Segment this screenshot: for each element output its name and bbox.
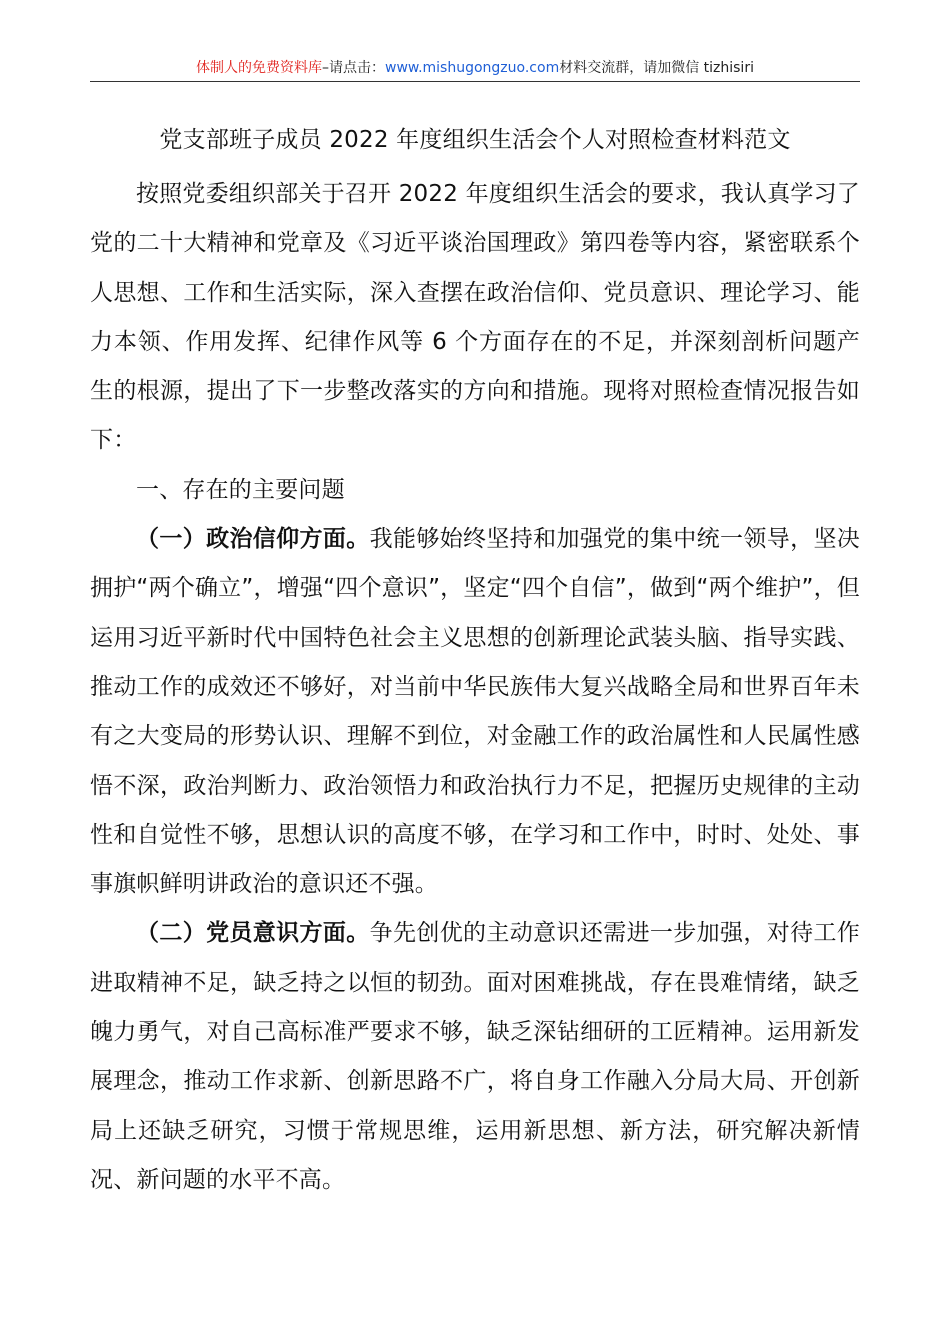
- page-header: [90, 58, 860, 78]
- header-suffix: 材料交流群，请加微信 tizhisiri: [559, 60, 754, 76]
- header-url-link[interactable]: www.mishugongzuo.com: [385, 60, 560, 76]
- item-political-belief: [90, 515, 860, 909]
- header-divider: [90, 81, 860, 82]
- document-title: 党支部班子成员 2022 年度组织生活会个人对照检查材料范文: [159, 127, 791, 153]
- header-prompt: –请点击：: [322, 60, 386, 76]
- intro-paragraph: 按照党委组织部关于召开 2022 年度组织生活会的要求，我认真学习了党的二十大精神和党章及《习近平谈治国理政》第四卷等内容，紧密联系个人思想、工作和生活实际，深入查摆在政治信仰、党员意识、理论学习、能力本领、作用发挥、纪律作风等 6 个方面存在的不足，并深刻剖析问题产生的根源，提出了下一步整改落实的方向和措施。现将对照检查情况报告如下：: [90, 181, 860, 454]
- item-party-awareness-body: 争先创优的主动意识还需进一步加强，对待工作进取精神不足，缺乏持之以恒的韧劲。面对困难挑战，存在畏难情绪，缺乏魄力勇气，对自己高标准严要求不够，缺乏深钻细研的工匠精神。运用新发展理念，推动工作求新、创新思路不广，将自身工作融入分局大局、开创新局上还缺乏研究，习惯于常规思维，运用新思想、新方法，研究解决新情况、新问题的水平不高。: [90, 920, 861, 1193]
- header-brand: 体制人的免费资料库: [196, 60, 323, 76]
- item-party-awareness-lead: （二）党员意识方面。: [136, 920, 370, 947]
- section-heading-problems: 一、存在的主要问题: [136, 476, 345, 503]
- item-party-awareness: [90, 909, 860, 1205]
- item-political-belief-body: 我能够始终坚持和加强党的集中统一领导，坚决拥护“两个确立”，增强“四个意识”，坚定“四个自信”，做到“两个维护”，但运用习近平新时代中国特色社会主义思想的创新理论武装头脑、指导实践、推动工作的成效还不够好，对当前中华民族伟大复兴战略全局和世界百年未有之大变局的形势认识、理解不到位，对金融工作的政治属性和人民属性感悟不深，政治判断力、政治领悟力和政治执行力不足，把握历史规律的主动性和自觉性不够，思想认识的高度不够，在学习和工作中，时时、处处、事事旗帜鲜明讲政治的意识还不强。: [90, 526, 861, 898]
- document-body: [90, 118, 860, 1205]
- item-political-belief-lead: （一）政治信仰方面。: [136, 526, 370, 553]
